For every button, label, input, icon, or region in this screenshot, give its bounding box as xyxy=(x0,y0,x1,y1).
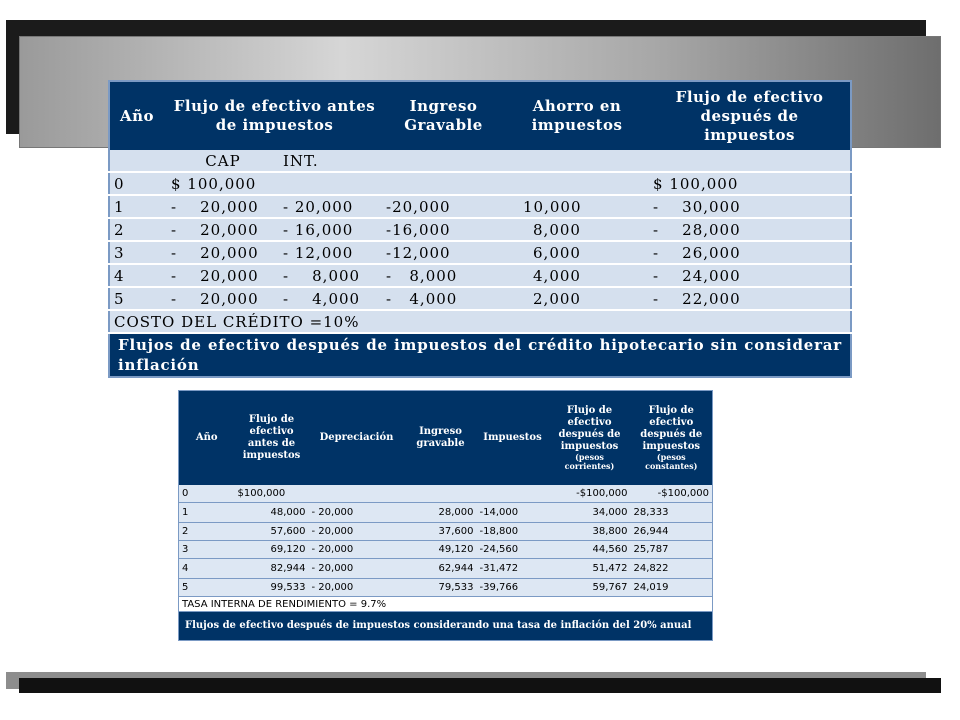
cell-year: 1 xyxy=(109,195,167,218)
table-row xyxy=(109,172,851,195)
header-aftertax-current xyxy=(549,391,631,486)
cell-taxable: 28,000 xyxy=(405,503,477,523)
table-header-row xyxy=(109,81,851,150)
cell-pretax: 57,600 xyxy=(235,523,309,541)
cell-year: 2 xyxy=(109,218,167,241)
cell-aftertax: - 30,000 xyxy=(649,195,851,218)
header-pretax-cashflow: Flujo de efectivo antes de impuestos xyxy=(235,391,309,486)
cell-cap: - 20,000 xyxy=(167,218,279,241)
cell-aftertax-constant: -$100,000 xyxy=(631,485,713,503)
cell-taxes: -39,766 xyxy=(477,579,549,597)
table-caption-row xyxy=(179,612,713,641)
cell-taxes: -18,800 xyxy=(477,523,549,541)
cell-cap: - 20,000 xyxy=(167,287,279,310)
header-pretax-cashflow: Flujo de efectivo antes de impuestos xyxy=(167,81,382,150)
cell-aftertax-current: 34,000 xyxy=(549,503,631,523)
cell-taxable: -12,000 xyxy=(382,241,505,264)
cell-taxable: - 8,000 xyxy=(382,264,505,287)
cell-savings xyxy=(505,172,649,195)
table-caption: Flujos de efectivo después de impuestos considerando una tasa de inflación del 20% anual xyxy=(179,612,713,641)
cell-cap: $ 100,000 xyxy=(167,172,279,195)
cell-year: 0 xyxy=(179,485,235,503)
table-row xyxy=(179,485,713,503)
subheader-cap: CAP xyxy=(167,150,279,172)
credit-cost-row xyxy=(109,310,851,333)
credit-cost-text: COSTO DEL CRÉDITO =10% xyxy=(109,310,851,333)
header-note-constant: (pesos constantes) xyxy=(645,452,698,471)
cell-taxes: -14,000 xyxy=(477,503,549,523)
cell-aftertax-constant: 26,944 xyxy=(631,523,713,541)
irr-row xyxy=(179,597,713,612)
cell-aftertax-constant: 24,822 xyxy=(631,559,713,579)
header-year: Año xyxy=(179,391,235,486)
table-row xyxy=(179,503,713,523)
cell-taxes: -24,560 xyxy=(477,541,549,559)
cell-year: 1 xyxy=(179,503,235,523)
cell-aftertax: - 22,000 xyxy=(649,287,851,310)
cell-taxable xyxy=(382,172,505,195)
cell-taxable: -20,000 xyxy=(382,195,505,218)
header-taxable-income: Ingreso gravable xyxy=(405,391,477,486)
cell-year: 0 xyxy=(109,172,167,195)
table-caption: Flujos de efectivo después de impuestos del crédito hipotecario sin considerar inflación xyxy=(109,333,851,377)
table-row xyxy=(179,523,713,541)
cell-depreciation xyxy=(309,485,405,503)
inflation-cashflow-table xyxy=(178,390,713,641)
header-taxes: Impuestos xyxy=(477,391,549,486)
table-row xyxy=(109,241,851,264)
cell-taxable: 79,533 xyxy=(405,579,477,597)
cell-int: - 12,000 xyxy=(279,241,382,264)
header-tax-savings: Ahorro en impuestos xyxy=(505,81,649,150)
cell-depreciation: - 20,000 xyxy=(309,503,405,523)
cell-aftertax: - 28,000 xyxy=(649,218,851,241)
cell-aftertax: $ 100,000 xyxy=(649,172,851,195)
header-aftertax-cashflow: Flujo de efectivo después de impuestos xyxy=(649,81,851,150)
header-taxable-income: Ingreso Gravable xyxy=(382,81,505,150)
table-row xyxy=(109,218,851,241)
table-row xyxy=(179,541,713,559)
cell-taxable xyxy=(405,485,477,503)
cell-int: - 20,000 xyxy=(279,195,382,218)
cell-taxable: 49,120 xyxy=(405,541,477,559)
table-subheader-row xyxy=(109,150,851,172)
header-note-current: (pesos corrientes) xyxy=(564,452,615,471)
cell-aftertax-current: 59,767 xyxy=(549,579,631,597)
cell-year: 3 xyxy=(109,241,167,264)
cell-aftertax-current: -$100,000 xyxy=(549,485,631,503)
cell-year: 4 xyxy=(109,264,167,287)
cell-savings: 2,000 xyxy=(505,287,649,310)
cell-aftertax-constant: 28,333 xyxy=(631,503,713,523)
cell-aftertax-current: 51,472 xyxy=(549,559,631,579)
cell-cap: - 20,000 xyxy=(167,241,279,264)
cell-taxable: -16,000 xyxy=(382,218,505,241)
cell-year: 5 xyxy=(179,579,235,597)
table-row xyxy=(179,559,713,579)
header-year: Año xyxy=(109,81,167,150)
cell-cap: - 20,000 xyxy=(167,195,279,218)
irr-text: TASA INTERNA DE RENDIMIENTO = 9.7% xyxy=(179,597,713,612)
cell-year: 2 xyxy=(179,523,235,541)
header-depreciation: Depreciación xyxy=(309,391,405,486)
cell-pretax: 69,120 xyxy=(235,541,309,559)
cell-aftertax-current: 38,800 xyxy=(549,523,631,541)
cell-aftertax-current: 44,560 xyxy=(549,541,631,559)
cell-cap: - 20,000 xyxy=(167,264,279,287)
cell-taxes: -31,472 xyxy=(477,559,549,579)
header-aftertax-constant xyxy=(631,391,713,486)
cell-year: 5 xyxy=(109,287,167,310)
cell-depreciation: - 20,000 xyxy=(309,559,405,579)
subheader-int: INT. xyxy=(279,150,382,172)
cell-taxable: 62,944 xyxy=(405,559,477,579)
cell-aftertax: - 26,000 xyxy=(649,241,851,264)
cell-savings: 10,000 xyxy=(505,195,649,218)
cell-aftertax-constant: 25,787 xyxy=(631,541,713,559)
table-row xyxy=(109,287,851,310)
cell-pretax: 99,533 xyxy=(235,579,309,597)
cell-taxable: 37,600 xyxy=(405,523,477,541)
cell-depreciation: - 20,000 xyxy=(309,523,405,541)
mortgage-cashflow-table xyxy=(108,80,852,378)
table-row xyxy=(109,195,851,218)
table-header-row xyxy=(179,391,713,486)
cell-int: - 4,000 xyxy=(279,287,382,310)
cell-pretax: 82,944 xyxy=(235,559,309,579)
cell-pretax: 48,000 xyxy=(235,503,309,523)
cell-year: 4 xyxy=(179,559,235,579)
header-aftertax-current-title: Flujo de efectivo después de impuestos xyxy=(558,405,621,452)
cell-int xyxy=(279,172,382,195)
cell-taxable: - 4,000 xyxy=(382,287,505,310)
header-aftertax-constant-title: Flujo de efectivo después de impuestos xyxy=(640,405,703,452)
cell-int: - 8,000 xyxy=(279,264,382,287)
cell-taxes xyxy=(477,485,549,503)
cell-depreciation: - 20,000 xyxy=(309,579,405,597)
cell-int: - 16,000 xyxy=(279,218,382,241)
cell-savings: 6,000 xyxy=(505,241,649,264)
cell-aftertax: - 24,000 xyxy=(649,264,851,287)
cell-year: 3 xyxy=(179,541,235,559)
table-row xyxy=(109,264,851,287)
cell-savings: 4,000 xyxy=(505,264,649,287)
cell-savings: 8,000 xyxy=(505,218,649,241)
cell-pretax: $100,000 xyxy=(235,485,309,503)
cell-depreciation: - 20,000 xyxy=(309,541,405,559)
table-row xyxy=(179,579,713,597)
cell-aftertax-constant: 24,019 xyxy=(631,579,713,597)
table-caption-row xyxy=(109,333,851,377)
footer-band-dark xyxy=(19,678,941,693)
